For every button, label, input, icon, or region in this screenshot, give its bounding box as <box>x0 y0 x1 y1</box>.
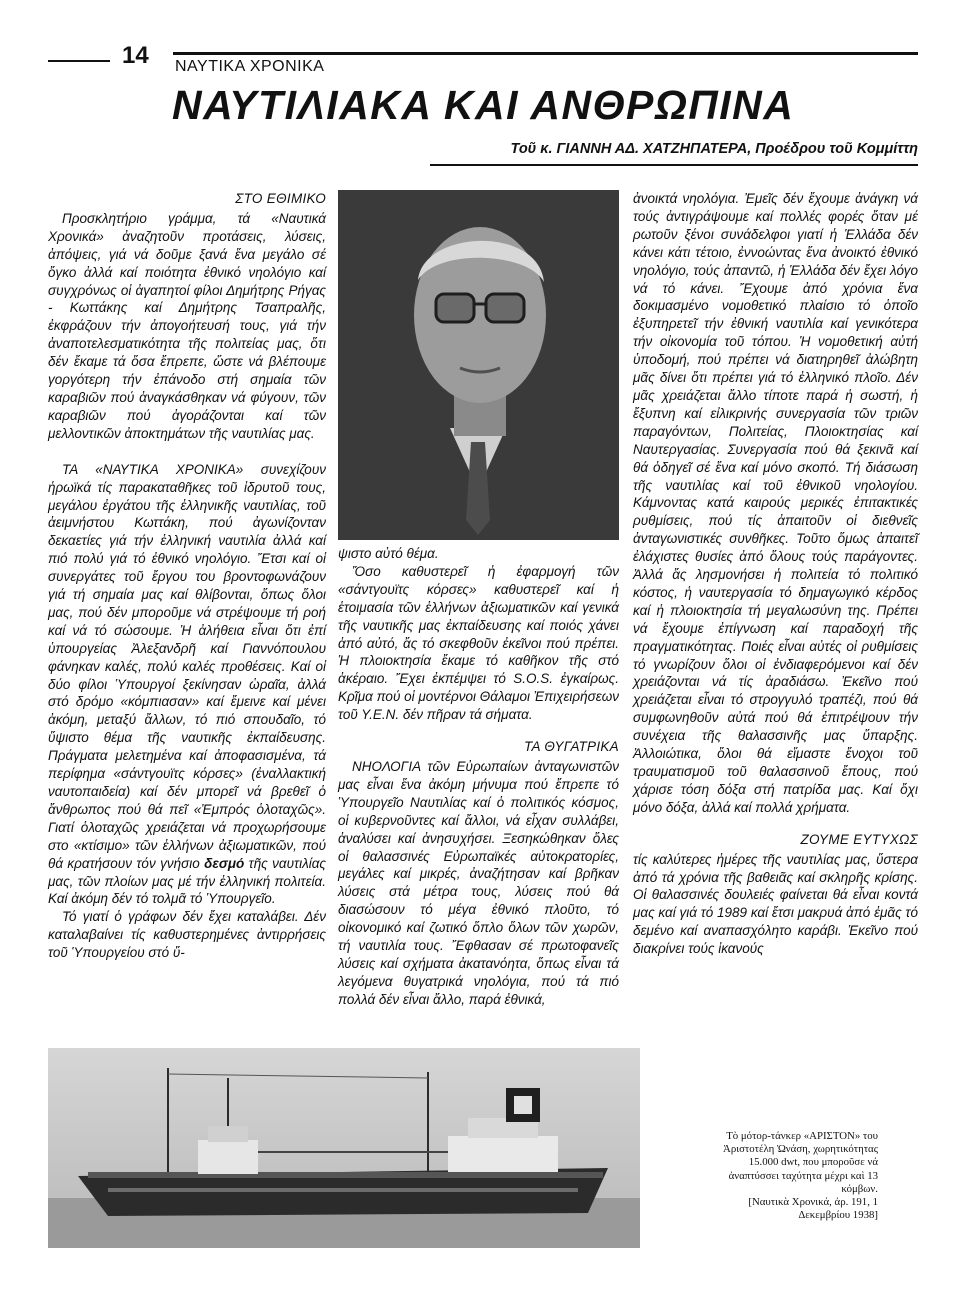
paragraph: Προσκλητήριο γράμμα, τά «Ναυτικά Χρονικά» ἀναζητοῦν προτάσεις, λύσεις, ἀπόψεις, γιά νά δοῦμε ξανά ἕνα μεγάλο σέ ὄγκο ἀλλά καί ποιότητα ἐθνικό νηολόγιο καί συγχρόνως οἱ ἀγαπητοί φίλοι Δημήτρης Ρήγας - Κωττάκης καί Δημήτρης Τσαπραλῆς, ἐκφράζουν τήν ἀπογοήτευσή τους, γιά τήν ἀναποτελεσματικότητα τῆς πολιτείας μας, ὅτι δέν ἔκαμε τά ὅσα ἔπρεπε, ὥστε νά βλέπουμε γοργότερη τήν ἐπάνοδο στή σημαία τῶν καραβιῶν πού ἀναγκάσθηκαν νά φύγουν, τῶν καραβιῶν πού ἀγοράζονται καί τῶν μελλοντικῶν ἀποκτημάτων τῆς ναυτιλίας μας. <box>48 210 326 441</box>
subheading: ΤΑ ΘΥΓΑΤΡΙΚΑ <box>524 739 619 755</box>
header-rule-left <box>48 60 110 62</box>
caption-line: Δεκεμβρίου 1938] <box>798 1209 878 1222</box>
tanker-ship-photo <box>48 1048 640 1248</box>
paragraph: Ὅσο καθυστερεῖ ἡ ἐφαρμογή τῶν «σάντγουϊτς κόρσες» καθυστερεῖ καί ἡ ἑτοιμασία τῶν ἑλλήνων ἀξιωματικῶν καί γενικά τῆς ναυτικῆς μας ἐκπαίδευσης καί ποιός χάνει ἀπό αὐτό, ἄς τό σκεφθοῦν ἐκεῖνοι πού πρέπει. Ἡ πλοιοκτησία ἔκαμε τό καθῆκον τῆς στό ἀκέραιο. Ἔχει ἐκπέμψει τό S.O.S. ἐγκαίρως. Κρῖμα πού οἱ μοντέρνοι Θάλαμοι Ἐπιχειρήσεων τοῦ Υ.Ε.Ν. δέν πῆραν τά σήματα. <box>338 563 619 723</box>
author-portrait-photo <box>338 190 619 540</box>
paragraph: ΤΑ «ΝΑΥΤΙΚΑ ΧΡΟΝΙΚΑ» συνεχίζουν ἡρωϊκά τίς παρακαταθῆκες τοῦ ἱδρυτοῦ τους, μεγάλου ἐργάτου τῆς ἑλληνικῆς ναυτιλίας, τοῦ ἀειμνήστου Κωττάκη, πού ἀγωνίζονταν δεκαετίες γιά τήν ἑλληνική ναυτιλία ἀλλά καί πιό πολύ γιά τό ἐθνικό νηολόγιο. Ἔτσι καί οἱ συνεργάτες τοῦ ἔργου του βροντοφωνάζουν γιά τή σημαία μας καί θλίβονται, ὅπως ὅλοι μας, πού δέν μποροῦμε νά στρέψουμε τή ροή καί νά τό σώσουμε. Ἡ ἀλήθεια εἶναι ὅτι ἐπί ὑπουργείας Ἀλεξανδρῆ καί Γιαννόπουλου φάνηκαν καλές, πολύ καλές προθέσεις. Καί οἱ δύο φίλοι Ὑπουργοί ξεκίνησαν ὡραῖα, ἀλλά στό δρόμο «κόμπιασαν» καί ἔμεινε καί μένει ἀκόμη, μεταξύ ἄλλων, τό πιό σπουδαῖο, τό ὕψιστο θέμα τῆς ναυτικῆς ἐκπαίδευσης. Πράγματα μελετημένα καί ἀποφασισμένα, τά περίφημα «σάντγουϊτς κόρσες» (ἐναλλακτική ναυτοπαιδεία) καί δέν μπορεῖ νά βρεθεῖ ὁ ἄνθρωπος πού θά πεῖ «Ἐμπρός ὁλοταχῶς». Γιατί ὁλοταχῶς χρειάζεται νά προχωρήσουμε στο «κτίσιμο» τῶν ἑλλήνων ἀξιωματικῶν, πού θά κρατήσουν τόν γνήσιο δεσμό τῆς ναυτιλίας μας, τῶν πλοίων μας μέ τήν ἑλληνική πολιτεία. Καί ἀκόμη δέν τό τολμᾶ τό Ὑπουργεῖο. <box>48 461 326 907</box>
byline-rule <box>430 164 918 166</box>
paragraph: τίς καλύτερες ἡμέρες τῆς ναυτιλίας μας, ὕστερα ἀπό τά χρόνια τῆς βαθειᾶς καί σκληρῆς κρίσης. Οἱ θαλασσινές δουλειές φαίνεται θά εἶναι κοντά μας καί γιά τό 1989 καί ἔτσι μακρυά ἀπό ἐμᾶς τό δεμένο καί αναπασχόλητο καράβι. Ἐκεῖνο πού διακρίνει τούς ἱκανούς <box>633 851 918 957</box>
paragraph: ΝΗΟΛΟΓΙΑ τῶν Εὐρωπαίων ἀνταγωνιστῶν μας εἶναι ἕνα ἀκόμη μήνυμα πού ἔπρεπε τό Ὑπουργεῖο Ναυτιλίας καί ὁ πολιτικός κόσμος, οἱ κυβερνοῦντες καί ἄλλοι, νά εἶχαν συλλάβει, ἀναλύσει καί ἀνησυχήσει. Ξεσηκώθηκαν ὅλες οἱ θαλασσινές Εὐρωπαϊκές αὐτοκρατορίες, μεγάλες καί μικρές, ἀναζήτησαν καί βρῆκαν λύσεις στά μέτρα τους, λύσεις πού θά διασώσουν τό μέγα ἐθνικό πλοῦτο, τό οἰκονομικό καί ζωτικό ὅπλο ὅλων τῶν χωρῶν, τή ναυτιλία τους. Ἔφθασαν σέ πρωτοφανεῖς λύσεις καί σχήματα ἀκατανόητα, ὅπως εἶναι τά λεγόμενα θυγατρικά νηολόγια, πού τά πιό πολλά δέν εἶναι ἄλλο, παρά ἐθνικά, <box>338 758 619 1007</box>
caption-line: Ἀριστοτέλη Ὠνάση, χωρητικότητας <box>723 1143 878 1156</box>
paragraph: ἀνοικτά νηολόγια. Ἐμεῖς δέν ἔχουμε ἀνάγκη νά τούς ἀντιγράψουμε καί πολλές φορές ὅταν μέ ρωτοῦν ξένοι συνάδελφοι γιατί ἡ Ἑλλάδα δέν κάνει κάτι τέτοιο, ἐννοώντας ἕνα ἀνοικτό ἐθνικό νηολόγιο, τούς ἀπαντῶ, ἡ Ἑλλάδα δέν ἔχει λόγο νά τό κάνει. Ἔχουμε ἀπό χρόνια ἕνα δοκιμασμένο νομοθετικό πλαίσιο τό ὁποῖο ἐξυπηρετεῖ τήν ἐθνική ναυτιλία καί γενικότερα τήν οἰκονομία τοῦ τόπου. Ἡ νομοθετική αὐτή ὑποδομή, πού πρέπει νά διατηρηθεῖ ἀλώβητη μᾶς δίνει ὅτι πρέπει γιά τό ἑλληνικό πλοῖο. Δέν μᾶς χρειάζεται ἄλλο τίποτε παρά ἡ σωστή, ἡ ἔξυπνη καί εἰλικρινής συνεργασία τῶν τριῶν παραγόντων, Πολιτείας, Πλοιοκτησίας καί Ναυτεργασίας. Συνεργασία πού θά ξεκινᾶ καί θά ὁδηγεῖ σέ ἕνα καί μόνο σκοπό. Τή διάσωση τῆς ναυτιλίας καί τοῦ ἐθνικοῦ νηολογίου. Κάμνοντας κατά καιρούς μερικές ἐπιτακτικές ρυθμίσεις, πού τίς ἀπαιτοῦν οἱ διεθνεῖς ἀνταγωνιστικές συνθῆκες. Τοῦτο ὅμως ἀπαιτεῖ ἐλάχιστες θυσίες ἀπό ὅλους τούς παράγοντες. Ἀλλά ἄς λησμονήσει ἡ πολιτεία τό πολιτικό κόστος, ἡ ναυτεργασία τό δημαγωγικό κέρδος καί ἡ πλοιοκτησία τή μεγαλωσύνη της. Πρέπει νά ἔχουμε ἐπίγνωση καί παραδοχή τῆς πραγματικότητας. Ποιές εἶναι αὐτές οἱ ρυθμίσεις τό γνωρίζουν ὅλοι οἱ ἐνδιαφερόμενοι καί δέν χρειάζονται νά τίς ἀραδιάσω. Ἐκεῖνο πού χρειάζεται εἶναι τό στρογγυλό τραπέζι, πού θά συμφωνηθοῦν αὐτά πού θά ἐπιτρέψουν τήν συνέχεια τῆς θαλασσινῆς μας ὕπαρξης. Ἀλλοιώτικα, ὅλοι θά εἴμαστε ἔνοχοι τοῦ τραυματισμοῦ τοῦ θαλασσινοῦ ἔπους, πού χάρισε τόση δόξα στή πατρίδα μας. Καί ὄχι μόνο δόξα, ἀλλά καί πολλά χρήματα. <box>633 191 918 815</box>
caption-line: [Ναυτικὰ Χρονικά, ἀρ. 191, 1 <box>748 1196 878 1209</box>
paragraph: ψιστο αὐτό θέμα. <box>338 546 439 561</box>
paragraph: Τό γιατί ὁ γράφων δέν ἔχει καταλάβει. Δέν καταλαβαίνει τίς καθυστερημένες ἀντιρρήσεις τοῦ Ὑπουργείου στό ὕ- <box>48 909 326 961</box>
article-column-1 <box>48 190 326 962</box>
article-column-2 <box>338 545 619 1009</box>
article-column-3 <box>633 190 918 958</box>
magazine-title: ΝΑΥΤΙΚΑ ΧΡΟΝΙΚΑ <box>175 58 325 75</box>
page-number: 14 <box>122 42 149 69</box>
ship-illustration <box>48 1048 640 1248</box>
caption-line: Τὸ μότορ-τάνκερ «ΑΡΙΣΤΟΝ» του <box>726 1130 878 1142</box>
article-byline: Τοῦ κ. ΓΙΑΝΝΗ ΑΔ. ΧΑΤΖΗΠΑΤΕΡΑ, Προέδρου τοῦ Κομμίττη <box>510 141 918 157</box>
subheading: ΣΤΟ ΕΘΙΜΙΚΟ <box>235 191 326 206</box>
caption-line: κόμβων. <box>841 1182 878 1195</box>
subheading: ΖΟΥΜΕ ΕΥΤΥΧΩΣ <box>800 831 918 847</box>
portrait-illustration <box>338 190 619 540</box>
header-rule-right <box>173 52 918 55</box>
photo-caption <box>700 1130 878 1222</box>
caption-line: ἀναπτύσσει ταχύτητα μέχρι καὶ 13 <box>728 1169 878 1182</box>
article-headline: ΝΑΥΤΙΛΙΑΚΑ ΚΑΙ ΑΝΘΡΩΠΙΝΑ <box>172 82 795 128</box>
caption-line: 15.000 dwt, που μποροῦσε νά <box>748 1156 878 1169</box>
